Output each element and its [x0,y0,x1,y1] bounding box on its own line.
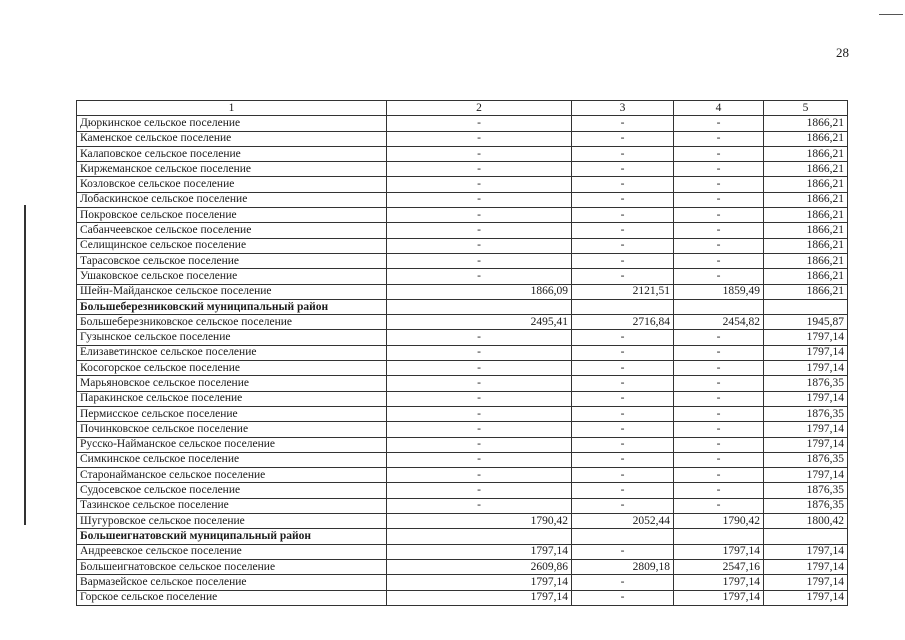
value-cell-col-3: 2716,84 [572,315,674,330]
value-cell-col-2: - [387,391,572,406]
settlement-name-cell: Гузынское сельское поселение [77,330,387,345]
scan-edge-mark [879,14,903,15]
settlement-name-cell: Козловское сельское поселение [77,177,387,192]
value-cell-col-5: 1876,35 [764,498,848,513]
table-row [77,514,848,529]
value-cell-col-3: - [572,590,674,605]
value-cell-col-5: 1866,21 [764,223,848,238]
table-row [77,223,848,238]
value-cell-col-5: 1876,35 [764,483,848,498]
value-cell-col-4: - [674,437,764,452]
settlement-name-cell: Паракинское сельское поселение [77,391,387,406]
value-cell-col-4: - [674,376,764,391]
value-cell-col-5: 1797,14 [764,391,848,406]
table-row [77,422,848,437]
value-cell-col-2: - [387,361,572,376]
settlement-name-cell: Шугуровское сельское поселение [77,514,387,529]
value-cell-col-3: - [572,162,674,177]
value-cell-col-2 [387,299,572,314]
value-cell-col-3: - [572,177,674,192]
page-number: 28 [836,45,849,60]
value-cell-col-4: 2454,82 [674,315,764,330]
value-cell-col-5: 1797,14 [764,437,848,452]
value-cell-col-5: 1797,14 [764,544,848,559]
value-cell-col-2: - [387,162,572,177]
value-cell-col-4: - [674,452,764,467]
value-cell-col-4: 2547,16 [674,559,764,574]
table-row [77,452,848,467]
value-cell-col-4: - [674,192,764,207]
value-cell-col-4: - [674,116,764,131]
settlement-name-cell: Лобаскинское сельское поселение [77,192,387,207]
value-cell-col-5: 1876,35 [764,376,848,391]
settlement-name-cell: Большеберезниковское сельское поселение [77,315,387,330]
district-header-row [77,299,848,314]
value-cell-col-5 [764,299,848,314]
value-cell-col-4: 1797,14 [674,575,764,590]
value-cell-col-2: 1797,14 [387,590,572,605]
column-header-1: 1 [77,101,387,116]
value-cell-col-3: - [572,192,674,207]
value-cell-col-4: 1859,49 [674,284,764,299]
value-cell-col-2: - [387,208,572,223]
value-cell-col-3: - [572,406,674,421]
value-cell-col-4: - [674,269,764,284]
settlement-name-cell: Косогорское сельское поселение [77,361,387,376]
value-cell-col-5: 1866,21 [764,284,848,299]
value-cell-col-5: 1866,21 [764,162,848,177]
district-header-row [77,529,848,544]
settlement-name-cell: Тазинское сельское поселение [77,498,387,513]
value-cell-col-4: - [674,238,764,253]
table-row [77,146,848,161]
value-cell-col-3 [572,299,674,314]
settlement-name-cell: Починковское сельское поселение [77,422,387,437]
table-row [77,116,848,131]
value-cell-col-2: 1797,14 [387,544,572,559]
value-cell-col-2: - [387,146,572,161]
value-cell-col-3: - [572,116,674,131]
table-row [77,330,848,345]
value-cell-col-5: 1866,21 [764,238,848,253]
value-cell-col-2: 2495,41 [387,315,572,330]
value-cell-col-2: - [387,223,572,238]
value-cell-col-3: - [572,575,674,590]
value-cell-col-4: - [674,330,764,345]
table-header-row [77,101,848,116]
value-cell-col-5: 1866,21 [764,253,848,268]
value-cell-col-5: 1866,21 [764,116,848,131]
value-cell-col-4: - [674,391,764,406]
settlement-name-cell: Большеберезниковский муниципальный район [77,299,387,314]
value-cell-col-4: - [674,345,764,360]
value-cell-col-2: - [387,330,572,345]
table-row [77,575,848,590]
settlement-name-cell: Шейн-Майданское сельское поселение [77,284,387,299]
value-cell-col-5: 1866,21 [764,131,848,146]
value-cell-col-2: - [387,498,572,513]
value-cell-col-5: 1945,87 [764,315,848,330]
table-row [77,391,848,406]
value-cell-col-3: - [572,452,674,467]
settlement-name-cell: Старонайманское сельское поселение [77,468,387,483]
value-cell-col-3: - [572,345,674,360]
scan-left-margin-line [24,205,26,525]
value-cell-col-2: - [387,452,572,467]
value-cell-col-3: - [572,238,674,253]
value-cell-col-2: - [387,406,572,421]
value-cell-col-4: - [674,146,764,161]
table-row [77,162,848,177]
value-cell-col-4 [674,299,764,314]
value-cell-col-5: 1797,14 [764,345,848,360]
settlement-name-cell: Калаповское сельское поселение [77,146,387,161]
value-cell-col-5: 1800,42 [764,514,848,529]
table-row [77,559,848,574]
settlement-name-cell: Сабанчеевское сельское поселение [77,223,387,238]
table-row [77,131,848,146]
table-row [77,483,848,498]
table-row [77,253,848,268]
value-cell-col-3: - [572,544,674,559]
settlement-name-cell: Большеигнатовский муниципальный район [77,529,387,544]
value-cell-col-3: - [572,422,674,437]
table-body [77,101,848,606]
table-row [77,315,848,330]
value-cell-col-4: - [674,406,764,421]
table-row [77,177,848,192]
value-cell-col-2: 2609,86 [387,559,572,574]
value-cell-col-2 [387,529,572,544]
value-cell-col-2: - [387,192,572,207]
settlement-name-cell: Судосевское сельское поселение [77,483,387,498]
value-cell-col-5: 1797,14 [764,590,848,605]
settlement-name-cell: Вармазейское сельское поселение [77,575,387,590]
settlement-name-cell: Горское сельское поселение [77,590,387,605]
value-cell-col-3: 2809,18 [572,559,674,574]
settlement-name-cell: Селищинское сельское поселение [77,238,387,253]
value-cell-col-4: 1797,14 [674,590,764,605]
value-cell-col-4: - [674,162,764,177]
value-cell-col-2: - [387,437,572,452]
table-row [77,269,848,284]
value-cell-col-5: 1876,35 [764,452,848,467]
table-row [77,238,848,253]
value-cell-col-3: - [572,437,674,452]
value-cell-col-5: 1797,14 [764,361,848,376]
value-cell-col-3: - [572,483,674,498]
value-cell-col-3: - [572,330,674,345]
value-cell-col-3: - [572,269,674,284]
value-cell-col-5: 1866,21 [764,269,848,284]
settlement-name-cell: Дюркинское сельское поселение [77,116,387,131]
value-cell-col-4: - [674,223,764,238]
value-cell-col-3 [572,529,674,544]
value-cell-col-2: - [387,131,572,146]
value-cell-col-2: - [387,253,572,268]
value-cell-col-5: 1797,14 [764,330,848,345]
value-cell-col-2: - [387,376,572,391]
value-cell-col-3: - [572,361,674,376]
value-cell-col-2: - [387,177,572,192]
table-row [77,590,848,605]
settlement-name-cell: Русско-Найманское сельское поселение [77,437,387,452]
settlement-name-cell: Елизаветинское сельское поселение [77,345,387,360]
value-cell-col-4: 1797,14 [674,544,764,559]
value-cell-col-4: - [674,422,764,437]
tariff-table [76,100,848,606]
value-cell-col-4 [674,529,764,544]
value-cell-col-4: - [674,483,764,498]
settlement-name-cell: Каменское сельское поселение [77,131,387,146]
value-cell-col-2: - [387,468,572,483]
value-cell-col-5: 1866,21 [764,208,848,223]
value-cell-col-5: 1797,14 [764,468,848,483]
settlement-name-cell: Пермисское сельское поселение [77,406,387,421]
value-cell-col-3: - [572,376,674,391]
value-cell-col-3: - [572,208,674,223]
value-cell-col-3: - [572,223,674,238]
value-cell-col-3: 2052,44 [572,514,674,529]
settlement-name-cell: Марьяновское сельское поселение [77,376,387,391]
table-row [77,208,848,223]
value-cell-col-2: 1866,09 [387,284,572,299]
value-cell-col-3: - [572,131,674,146]
value-cell-col-3: - [572,391,674,406]
value-cell-col-4: - [674,131,764,146]
value-cell-col-2: - [387,345,572,360]
table-row [77,437,848,452]
value-cell-col-5 [764,529,848,544]
value-cell-col-2: 1790,42 [387,514,572,529]
table-row [77,468,848,483]
value-cell-col-2: 1797,14 [387,575,572,590]
value-cell-col-5: 1876,35 [764,406,848,421]
value-cell-col-4: - [674,253,764,268]
value-cell-col-5: 1797,14 [764,422,848,437]
value-cell-col-2: - [387,422,572,437]
value-cell-col-5: 1866,21 [764,177,848,192]
table-row [77,376,848,391]
column-header-4: 4 [674,101,764,116]
value-cell-col-2: - [387,269,572,284]
settlement-name-cell: Андреевское сельское поселение [77,544,387,559]
value-cell-col-3: - [572,253,674,268]
value-cell-col-3: - [572,498,674,513]
value-cell-col-4: - [674,468,764,483]
table-row [77,345,848,360]
settlement-name-cell: Тарасовское сельское поселение [77,253,387,268]
value-cell-col-4: 1790,42 [674,514,764,529]
value-cell-col-4: - [674,177,764,192]
value-cell-col-5: 1866,21 [764,146,848,161]
value-cell-col-3: - [572,146,674,161]
table-row [77,498,848,513]
settlement-name-cell: Ушаковское сельское поселение [77,269,387,284]
value-cell-col-2: - [387,116,572,131]
table-row [77,361,848,376]
value-cell-col-5: 1797,14 [764,559,848,574]
settlement-name-cell: Большеигнатовское сельское поселение [77,559,387,574]
column-header-3: 3 [572,101,674,116]
settlement-name-cell: Покровское сельское поселение [77,208,387,223]
column-header-2: 2 [387,101,572,116]
column-header-5: 5 [764,101,848,116]
table-row [77,406,848,421]
settlement-name-cell: Симкинское сельское поселение [77,452,387,467]
table-row [77,544,848,559]
table-row [77,192,848,207]
value-cell-col-4: - [674,208,764,223]
settlement-name-cell: Киржеманское сельское поселение [77,162,387,177]
table-row [77,284,848,299]
value-cell-col-5: 1866,21 [764,192,848,207]
value-cell-col-3: - [572,468,674,483]
value-cell-col-5: 1797,14 [764,575,848,590]
value-cell-col-2: - [387,483,572,498]
value-cell-col-3: 2121,51 [572,284,674,299]
value-cell-col-4: - [674,498,764,513]
value-cell-col-4: - [674,361,764,376]
value-cell-col-2: - [387,238,572,253]
